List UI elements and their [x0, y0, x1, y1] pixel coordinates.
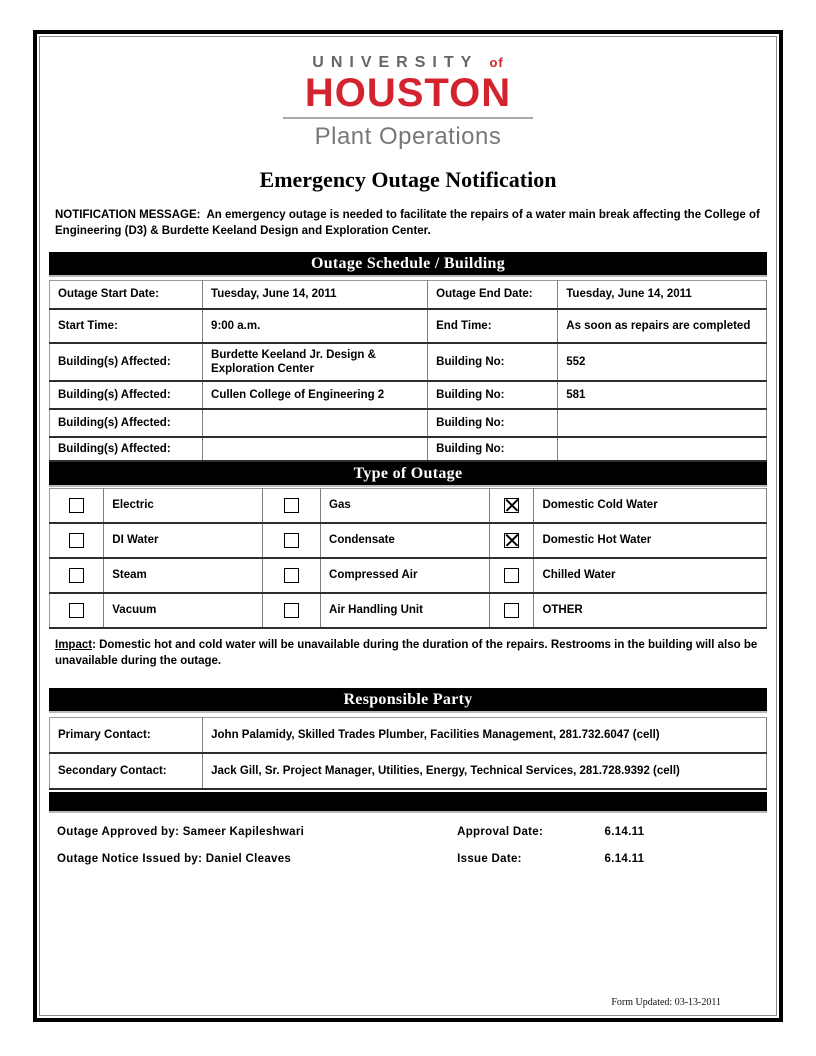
- field-label: Building(s) Affected:: [50, 381, 203, 409]
- checkbox-gas[interactable]: [284, 498, 299, 513]
- table-row: [50, 381, 767, 409]
- checkbox-electric[interactable]: [69, 498, 84, 513]
- notification-message: [49, 208, 767, 239]
- logo-of-text: of: [489, 55, 504, 70]
- impact-statement: [49, 637, 767, 669]
- field-value: [558, 437, 767, 461]
- approval-row: [49, 823, 767, 841]
- approved-by-text: Outage Approved by: Sameer Kapileshwari: [57, 825, 305, 838]
- schedule-table: [49, 280, 767, 462]
- field-value: 581: [558, 381, 767, 409]
- field-label: Building No:: [428, 343, 558, 381]
- field-value: [558, 409, 767, 437]
- outage-type-row: [50, 488, 767, 523]
- section-header-responsible-party: Responsible Party: [49, 688, 767, 711]
- checkbox-vacuum[interactable]: [69, 603, 84, 618]
- checkbox-condensate[interactable]: [284, 533, 299, 548]
- outage-type-label: Chilled Water: [534, 558, 767, 593]
- field-value: 552: [558, 343, 767, 381]
- checkbox-di-water[interactable]: [69, 533, 84, 548]
- logo-divider: [283, 117, 533, 119]
- contact-label: Primary Contact:: [50, 717, 203, 753]
- field-label: Building(s) Affected:: [50, 437, 203, 461]
- field-label: Building No:: [428, 437, 558, 461]
- outage-type-label: Gas: [321, 488, 490, 523]
- section-header-type-of-outage: Type of Outage: [49, 462, 767, 485]
- document-title: Emergency Outage Notification: [259, 167, 557, 192]
- outage-type-label: Electric: [104, 488, 263, 523]
- field-value: Burdette Keeland Jr. Design & Exploration Center: [203, 343, 428, 381]
- outage-type-label: Domestic Hot Water: [534, 523, 767, 558]
- contacts-table: [49, 717, 767, 790]
- impact-text: : Domestic hot and cold water will be unavailable during the duration of the repairs. Restrooms in the building will also be unavailable during the outage.: [55, 638, 758, 667]
- logo-university-line: [49, 54, 767, 72]
- field-label: Start Time:: [50, 309, 203, 343]
- outage-type-label: Air Handling Unit: [321, 593, 490, 628]
- field-label: End Time:: [428, 309, 558, 343]
- field-value: Cullen College of Engineering 2: [203, 381, 428, 409]
- notification-label: NOTIFICATION MESSAGE:: [55, 209, 201, 221]
- field-label: Outage Start Date:: [50, 281, 203, 309]
- outage-type-label: Condensate: [321, 523, 490, 558]
- field-label: Building No:: [428, 409, 558, 437]
- field-value: Tuesday, June 14, 2011: [203, 281, 428, 309]
- table-row: [50, 309, 767, 343]
- contact-row: [50, 717, 767, 753]
- outage-type-label: Steam: [104, 558, 263, 593]
- table-row: [50, 281, 767, 309]
- checkbox-domestic-cold-water[interactable]: [504, 498, 519, 513]
- approval-row: [49, 850, 767, 868]
- contact-label: Secondary Contact:: [50, 753, 203, 789]
- table-row: [50, 409, 767, 437]
- field-value: As soon as repairs are completed: [558, 309, 767, 343]
- contact-row: [50, 753, 767, 789]
- outage-type-label: OTHER: [534, 593, 767, 628]
- form-updated-note: Form Updated: 03-13-2011: [611, 997, 721, 1008]
- impact-label: Impact: [55, 638, 93, 651]
- outage-type-row: [50, 523, 767, 558]
- contact-value: Jack Gill, Sr. Project Manager, Utilities, Energy, Technical Services, 281.728.9392 (cell): [203, 753, 767, 789]
- table-row: [50, 343, 767, 381]
- field-value: Tuesday, June 14, 2011: [558, 281, 767, 309]
- outage-types-table: [49, 488, 767, 629]
- issued-by-text: Outage Notice Issued by: Daniel Cleaves: [57, 852, 292, 865]
- field-value: 9:00 a.m.: [203, 309, 428, 343]
- outage-type-row: [50, 558, 767, 593]
- issue-date-label: Issue Date:: [457, 852, 522, 865]
- logo-subtitle: Plant Operations: [314, 123, 502, 150]
- uh-logo: [49, 54, 767, 151]
- checkbox-other[interactable]: [504, 603, 519, 618]
- document-page: [33, 30, 783, 1022]
- field-label: Building(s) Affected:: [50, 409, 203, 437]
- field-label: Building No:: [428, 381, 558, 409]
- checkbox-air-handling-unit[interactable]: [284, 603, 299, 618]
- field-label: Outage End Date:: [428, 281, 558, 309]
- checkbox-domestic-hot-water[interactable]: [504, 533, 519, 548]
- outage-type-label: DI Water: [104, 523, 263, 558]
- field-label: Building(s) Affected:: [50, 343, 203, 381]
- approval-block: [49, 823, 767, 868]
- checkbox-compressed-air[interactable]: [284, 568, 299, 583]
- logo-university-text: UNIVERSITY: [312, 54, 478, 71]
- approval-date-value: 6.14.11: [604, 825, 645, 838]
- logo-houston-text: HOUSTON: [304, 71, 512, 115]
- approval-date-label: Approval Date:: [457, 825, 544, 838]
- separator-bar: [49, 792, 767, 811]
- outage-type-row: [50, 593, 767, 628]
- section-header-outage-schedule: Outage Schedule / Building: [49, 252, 767, 275]
- outage-type-label: Domestic Cold Water: [534, 488, 767, 523]
- checkbox-steam[interactable]: [69, 568, 84, 583]
- outage-type-label: Compressed Air: [321, 558, 490, 593]
- table-row: [50, 437, 767, 461]
- checkbox-chilled-water[interactable]: [504, 568, 519, 583]
- page-content: [37, 34, 779, 1018]
- contact-value: John Palamidy, Skilled Trades Plumber, Facilities Management, 281.732.6047 (cell): [203, 717, 767, 753]
- issue-date-value: 6.14.11: [604, 852, 645, 865]
- notification-text: An emergency outage is needed to facilitate the repairs of a water main break affecting the College of Engineering (D3) & Burdette Keeland Design and Exploration Center.: [55, 209, 760, 237]
- field-value: [203, 409, 428, 437]
- outage-type-label: Vacuum: [104, 593, 263, 628]
- field-value: [203, 437, 428, 461]
